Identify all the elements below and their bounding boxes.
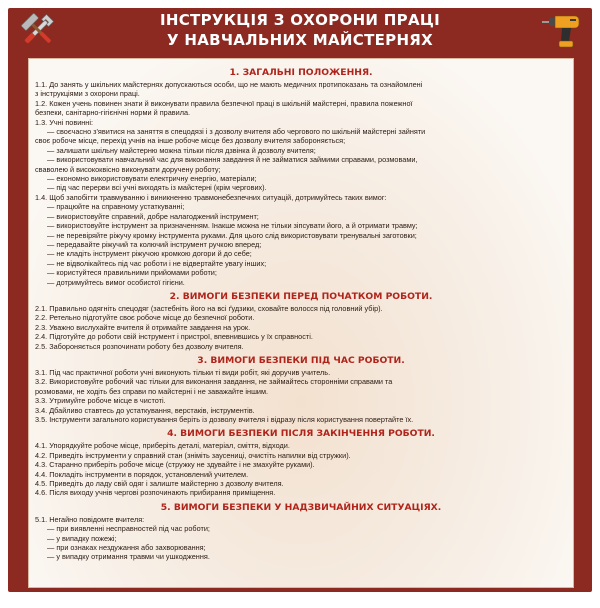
instruction-line: 2.2. Ретельно підготуйте своє робоче місце до безпечної роботи. — [35, 313, 255, 323]
instruction-line: 1.1. До занять у шкільних майстернях допускаються особи, що не мають медичних протипоказань та ознайомлені — [35, 80, 423, 89]
instruction-line: — при ознаках нездужання або захворювання; — [47, 543, 206, 553]
instruction-line: — не відволікайтесь під час роботи і не відвертайте увагу інших; — [47, 258, 267, 268]
section-body — [35, 441, 567, 497]
instruction-line: 4.2. Приведіть інструменти у справний стан (зніміть заусениці, очистіть напилки від стружки). — [35, 450, 351, 460]
instruction-line: 3.3. Утримуйте робоче місце в чистоті. — [35, 396, 166, 406]
power-drill-icon — [540, 10, 582, 50]
instruction-line: 2.1. Правильно одягніть спецодяг (застебніть його на всі ґудзики, сховайте волосся під головний убір). — [35, 303, 383, 313]
instruction-line: — не перевіряйте ріжучу кромку інструмента руками. Для цього слід використовувати тренувальні заготовки; — [47, 230, 417, 240]
section-title: 5. ВИМОГИ БЕЗПЕКИ У НАДЗВИЧАЙНИХ СИТУАЦІЯХ. — [160, 501, 442, 513]
instruction-line: — дотримуйтесь вимог особистої гігієни. — [47, 277, 185, 287]
instruction-line: 4.3. Старанно приберіть робоче місце (стружку не здувайте і не змахуйте руками). — [35, 460, 315, 470]
instruction-line: 3.4. Дбайливо ставтесь до устаткування, верстаків, інструментів. — [35, 405, 255, 415]
section-title: 1. ЗАГАЛЬНІ ПОЛОЖЕННЯ. — [229, 67, 373, 78]
poster-title-line2: У НАВЧАЛЬНИХ МАЙСТЕРНЯХ — [166, 31, 434, 49]
instruction-line: сваволею й висококвісно виконувати доручену роботу; — [35, 164, 221, 174]
section-body — [35, 515, 567, 562]
instruction-line: — своєчасно з'явитися на заняття в спецодязі і з дозволу вчителя або чергового по шкільній майстерні зайняти — [47, 127, 426, 137]
instruction-line: 3.2. Використовуйте робочий час тільки для виконання завдання, не займайтесь сторонніми справами та — [35, 377, 393, 387]
instruction-line: — працюйте на справному устаткуванні; — [47, 202, 185, 212]
instruction-line: — у випадку пожежі; — [47, 533, 117, 543]
hammer-and-wrench-icon — [18, 10, 58, 50]
poster-header — [8, 8, 592, 52]
instruction-line: 2.5. Забороняється розпочинати роботу без дозволу вчителя. — [35, 341, 244, 351]
section-title: 2. ВИМОГИ БЕЗПЕКИ ПЕРЕД ПОЧАТКОМ РОБОТИ. — [169, 290, 433, 302]
section-title: 3. ВИМОГИ БЕЗПЕКИ ПІД ЧАС РОБОТИ. — [197, 354, 405, 366]
instruction-panel — [28, 58, 574, 588]
section-title: 4. ВИМОГИ БЕЗПЕКИ ПІСЛЯ ЗАКІНЧЕННЯ РОБОТИ. — [167, 428, 435, 440]
instruction-line: безпеки, санітарно-гігієнічні норми й правила. — [35, 108, 191, 118]
instruction-line: — використовувати навчальний час для виконання завдання й не займатися займими справами, розмовами, — [47, 155, 418, 165]
instruction-line: 3.1. Під час практичної роботи учні виконують тільки ті види робіт, які доручив учитель. — [35, 367, 331, 377]
instruction-line: — використовуйте справний, добре налагоджений інструмент; — [47, 211, 259, 221]
instruction-line: 4.1. Упорядкуйте робоче місце, приберіть деталі, матеріал, сміття, відходи. — [35, 441, 290, 451]
instruction-line: — у випадку отримання травми чи ушкодження. — [47, 552, 210, 562]
instruction-line: з інструкціями з охорони праці. — [35, 89, 140, 99]
instruction-line: 1.4. Щоб запобігти травмуванню і виникненню травмонебезпечних ситуацій, дотримуйтесь таких вимог: — [35, 192, 387, 202]
instruction-line: 5.1. Негайно повідомте вчителя: — [35, 514, 145, 524]
instruction-line: 1.2. Кожен учень повинен знати й виконувати правила безпечної праці в шкільній майстерні, правила пожежної — [35, 98, 413, 108]
instruction-line: 4.4. Покладіть інструменти в порядок, установлений учителем. — [35, 469, 249, 479]
section-body — [35, 304, 567, 351]
section-body — [35, 80, 567, 287]
instruction-line: розмовами, не ходіть без справи по майстерні і не заважайте іншим. — [35, 386, 269, 396]
instruction-line: своє робоче місце, перехід учнів на інше робоче місце без дозволу вчителя забороняється; — [35, 136, 346, 146]
instruction-line: 1.3. Учні повинні: — [35, 117, 93, 127]
instruction-line: — економно використовувати електричну енергію, матеріали; — [47, 174, 257, 184]
instruction-line: — залишати шкільну майстерню можна тільки після дзвінка й дозволу вчителя; — [47, 145, 316, 155]
instruction-line: — передавайте ріжучий та колючий інструмент ручкою вперед; — [47, 239, 262, 249]
instruction-line: 2.4. Підготуйте до роботи свій інструмент і пристрої, впевнившись у їх справності. — [35, 332, 313, 342]
poster-title-line1: ІНСТРУКЦІЯ З ОХОРОНИ ПРАЦІ — [160, 11, 440, 29]
instruction-line: 3.5. Інструменти загального користування беріть із дозволу вчителя і відразу після користування повертайте їх. — [35, 415, 414, 424]
instruction-line: — при виявленні несправностей під час роботи; — [47, 524, 210, 534]
instruction-line: — користуйтеся правильними прийомами роботи; — [47, 268, 217, 278]
instruction-line: 4.5. Приведіть до ладу свій одяг і залиште майстерню з дозволу вчителя. — [35, 479, 284, 489]
instruction-line: 4.6. Після виходу учнів чергові розпочинають прибирання приміщення. — [35, 488, 276, 498]
instruction-line: — не кладіть інструмент ріжучою кромкою догори й до себе; — [47, 249, 252, 259]
safety-poster — [8, 8, 592, 592]
instruction-line: — під час перерви всі учні виходять із майстерні (крім чергових). — [47, 183, 267, 193]
section-body — [35, 368, 567, 424]
instruction-line: — використовуйте інструмент за призначенням. Інакше можна не тільки зіпсувати його, а й отримати травму; — [47, 221, 418, 231]
instruction-line: 2.3. Уважно вислухайте вчителя й отримайте завдання на урок. — [35, 322, 251, 332]
instruction-content — [35, 63, 567, 562]
